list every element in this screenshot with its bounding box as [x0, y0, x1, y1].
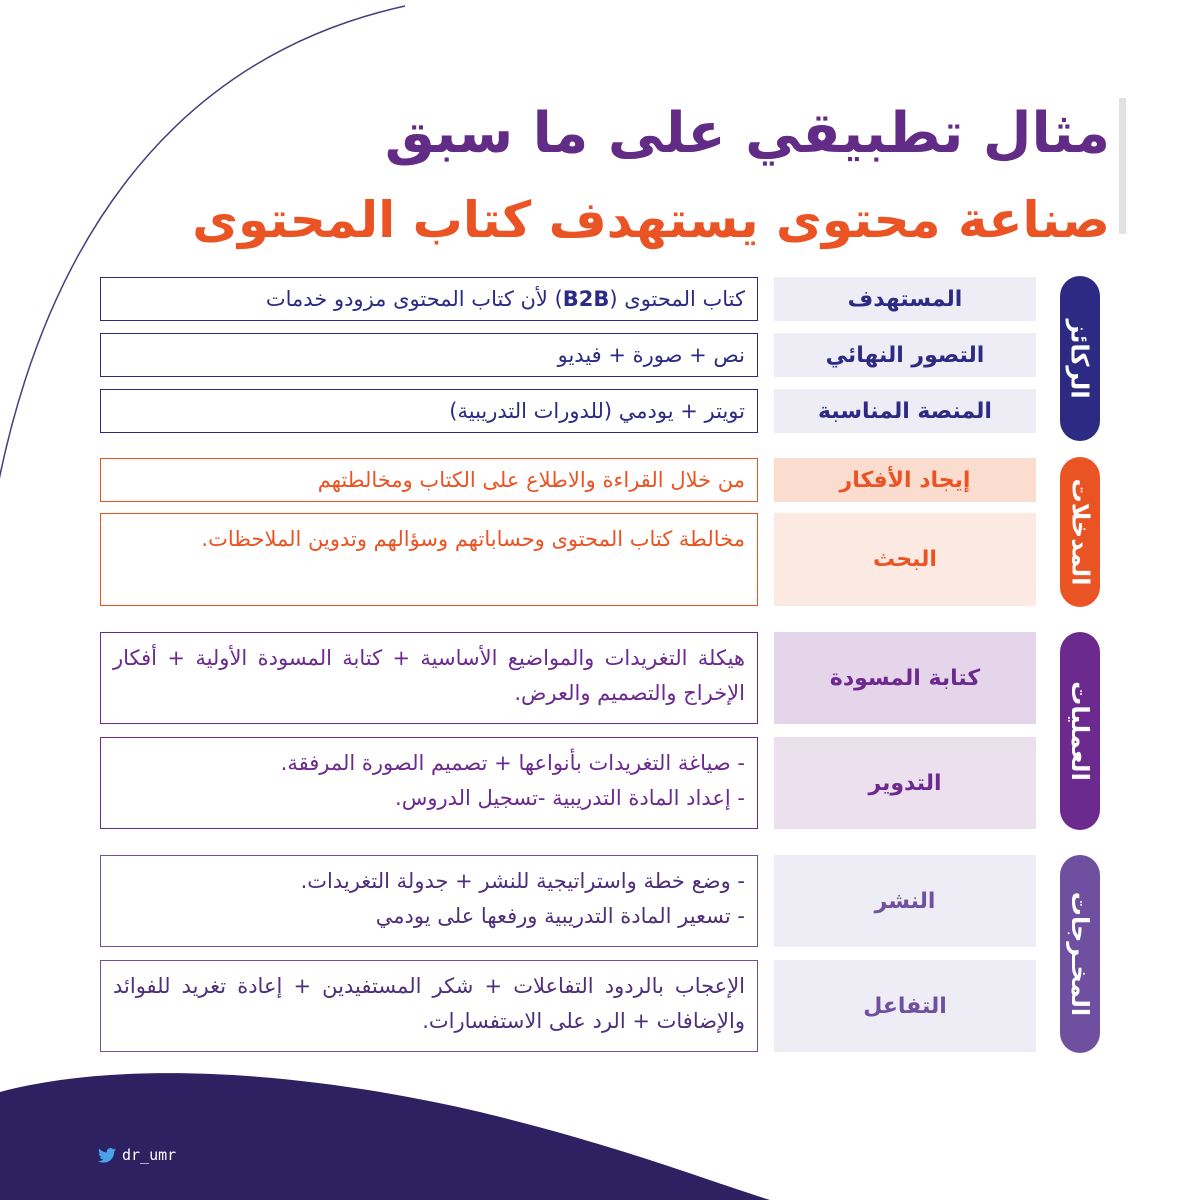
row-platform-content: تويتر + يودمي (للدورات التدريبية)	[100, 389, 758, 433]
row-draft-label: كتابة المسودة	[774, 632, 1036, 724]
twitter-handle[interactable]	[98, 1146, 176, 1164]
row-recycling-line-1: - صياغة التغريدات بأنواعها + تصميم الصورة المرفقة.	[280, 751, 745, 775]
row-target-text-after: ) لأن كتاب المحتوى مزودو خدمات	[265, 287, 563, 311]
row-target-text-before: كتاب المحتوى (	[609, 287, 745, 311]
section-pillars-pill	[1060, 276, 1100, 441]
footer-wave	[0, 1073, 770, 1200]
row-ideas-label: إيجاد الأفكار	[774, 458, 1036, 502]
twitter-handle-text: dr_umr	[122, 1146, 177, 1164]
section-pillars-label: الركائز	[1066, 318, 1095, 399]
row-research-content: مخالطة كتاب المحتوى وحساباتهم وسؤالهم وتدوين الملاحظات.	[100, 513, 758, 606]
title-accent-bar	[1119, 98, 1126, 234]
row-publishing-content	[100, 855, 758, 947]
row-draft-content: هيكلة التغريدات والمواضيع الأساسية + كتابة المسودة الأولية + أفكار الإخراج والتصميم والعرض.	[100, 632, 758, 724]
row-interaction-content: الإعجاب بالردود التفاعلات + شكر المستفيدين + إعادة تغريد للفوائد والإضافات + الرد على الاستفسارات.	[100, 960, 758, 1052]
row-publishing-label: النشر	[774, 855, 1036, 947]
row-ideas-content: من خلال القراءة والاطلاع على الكتاب ومخالطتهم	[100, 458, 758, 502]
row-interaction-label: التفاعل	[774, 960, 1036, 1052]
row-target-content	[100, 277, 758, 321]
row-publishing-line-1: - وضع خطة واستراتيجية للنشر + جدولة التغريدات.	[300, 869, 745, 893]
row-final-vision-label: التصور النهائي	[774, 333, 1036, 377]
section-outputs-label: المخـرجات	[1066, 891, 1094, 1017]
row-publishing-line-2: - تسعير المادة التدريبية ورفعها على يودمي	[375, 904, 745, 928]
row-final-vision-content: نص + صورة + فيديو	[100, 333, 758, 377]
row-recycling-line-2: - إعداد المادة التدريبية -تسجيل الدروس.	[395, 786, 745, 810]
row-research-label: البحث	[774, 513, 1036, 606]
section-processes-pill	[1060, 632, 1100, 830]
row-recycling-content	[100, 737, 758, 829]
row-target-label: المستهدف	[774, 277, 1036, 321]
twitter-bird-icon	[98, 1148, 116, 1163]
page-subtitle: صناعة محتوى يستهدف كتاب المحتوى	[192, 191, 1110, 249]
section-processes-label: العمليات	[1066, 681, 1095, 781]
section-inputs-label: المدخلات	[1066, 478, 1095, 586]
row-recycling-label: التدوير	[774, 737, 1036, 829]
row-platform-label: المنصة المناسبة	[774, 389, 1036, 433]
section-outputs-pill	[1060, 855, 1100, 1053]
row-target-text-bold: B2B	[562, 287, 610, 311]
page-title: مثال تطبيقي على ما سبق	[384, 101, 1110, 166]
section-inputs-pill	[1060, 457, 1100, 607]
